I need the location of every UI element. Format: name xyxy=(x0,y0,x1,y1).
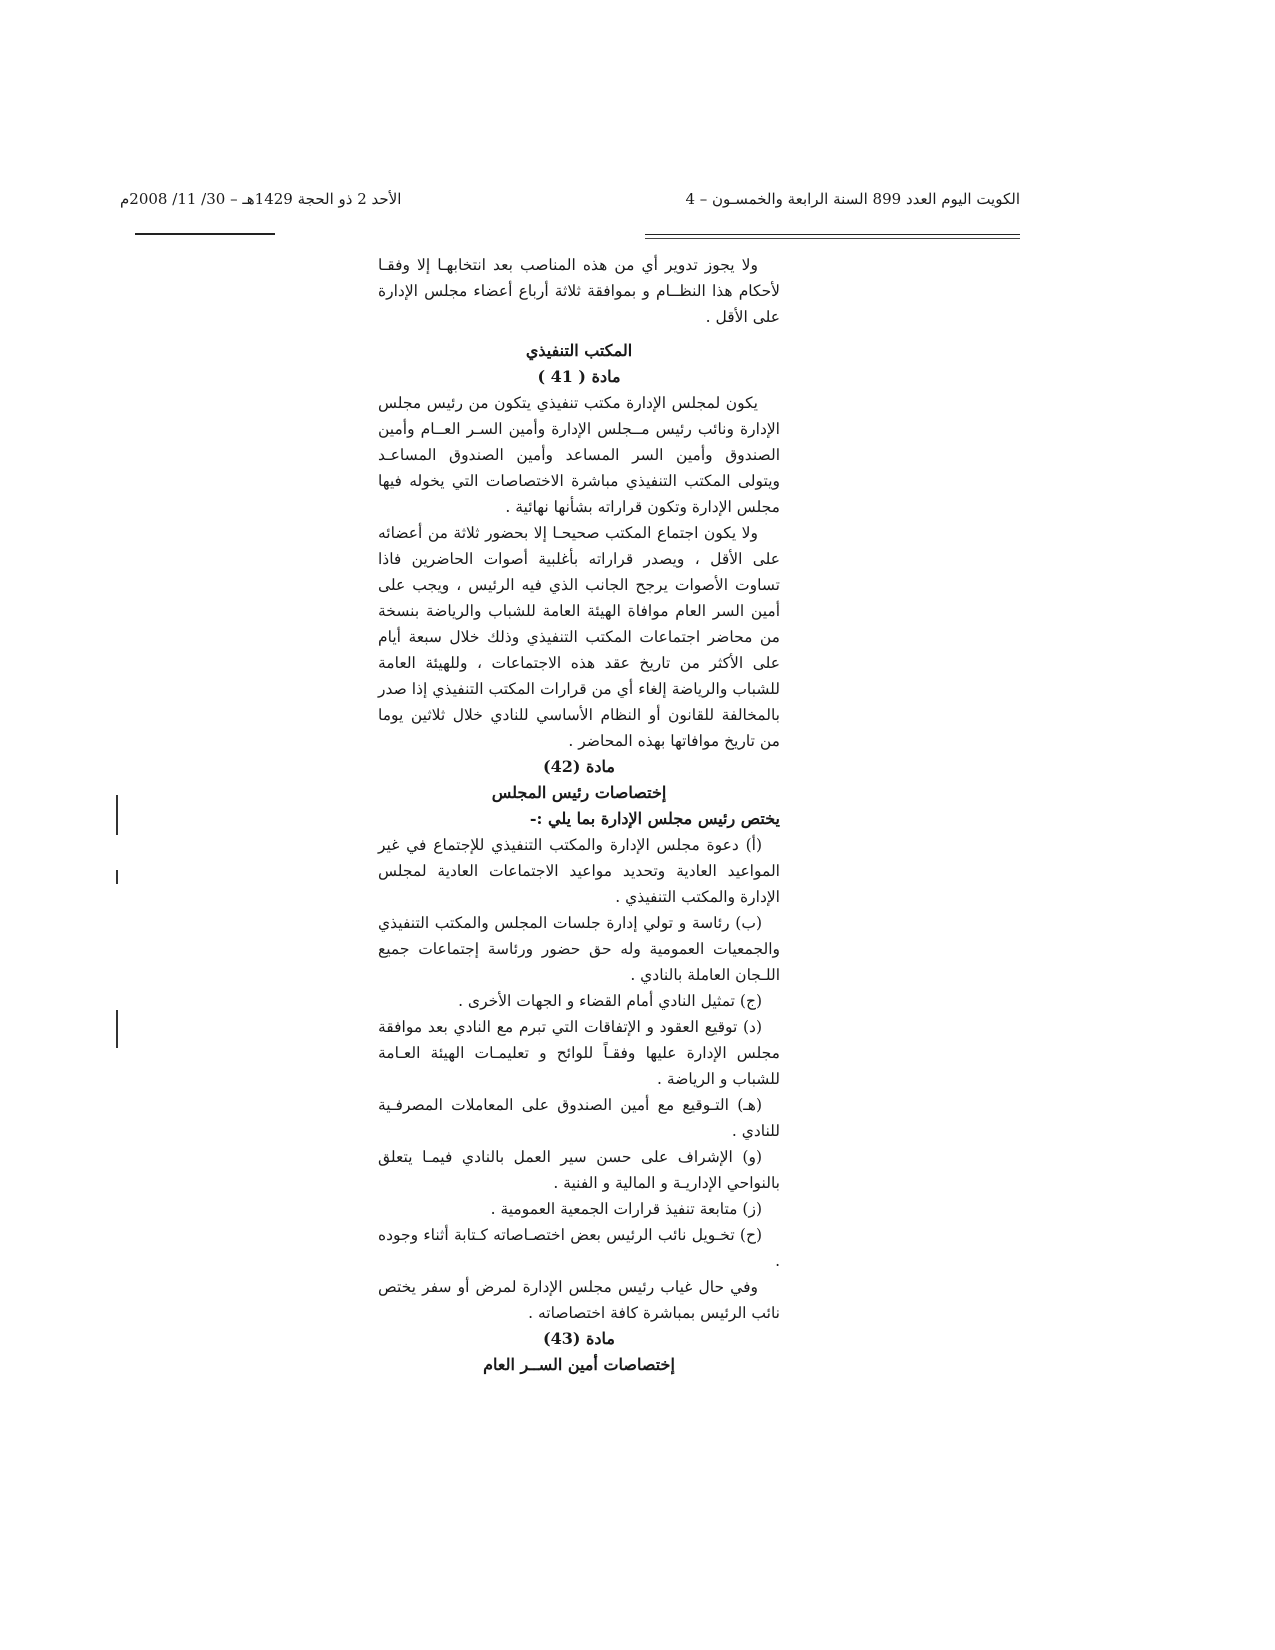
intro-paragraph: ولا يجوز تدوير أي من هذه المناصب بعد انتخابهـا إلا وفقـا لأحكام هذا النظــام و بموافقة ثلاثة أرباع أعضاء مجلس الإدارة على الأقل . xyxy=(378,256,780,326)
header-publication-info: الكويت اليوم العدد 899 السنة الرابعة والخمسـون – 4 xyxy=(685,190,1020,208)
article-43-title: إختصاصات أمين الســر العام xyxy=(483,1355,675,1374)
list-item: (ج) تمثيل النادي أمام القضاء و الجهات الأخرى . xyxy=(458,992,762,1010)
header-rule xyxy=(645,234,1020,235)
binding-mark xyxy=(116,1010,118,1048)
list-item: (د) توقيع العقود و الإتفاقات التي تبرم مع النادي بعد موافقة مجلس الإدارة عليها وفقـاً للوائح و تعليمـات الهيئة العـامة للشباب و الرياضة . xyxy=(378,1018,780,1088)
list-item: (ز) متابعة تنفيذ قرارات الجمعية العمومية . xyxy=(490,1200,762,1218)
list-item: (أ) دعوة مجلس الإدارة والمكتب التنفيذي للإجتماع في غير المواعيد العادية وتحديد مواعيد الاجتماعات العادية لمجلس الإدارة والمكتب التنفيذي . xyxy=(378,836,780,906)
article-41-paragraph-1: يكون لمجلس الإدارة مكتب تنفيذي يتكون من رئيس مجلس الإدارة ونائب رئيس مــجلس الإدارة وأمين السـر العــام وأمين الصندوق وأمين السر المساعد وأمين الصندوق المساعـد ويتولى المكتب التنفيذي مباشرة الاختصاصات التي يخوله فيها مجلس الإدارة وتكون قراراته بشأنها نهائية . xyxy=(378,394,780,516)
article-42-title: إختصاصات رئيس المجلس xyxy=(491,783,667,802)
list-item: (ح) تخـويل نائب الرئيس بعض اختصـاصاته كـتابة أثناء وجوده . xyxy=(378,1226,780,1270)
page-header xyxy=(120,190,1020,218)
article-41-heading: مادة ( 41 ) xyxy=(537,367,621,386)
article-column xyxy=(378,252,780,1378)
article-42-heading: مادة (42) xyxy=(543,757,615,776)
article-43-heading: مادة (43) xyxy=(543,1329,615,1348)
list-item: (و) الإشراف على حسن سير العمل بالنادي فيمـا يتعلق بالنواحي الإداريـة و المالية و الفنية . xyxy=(378,1148,780,1192)
section-title: المكتب التنفيذي xyxy=(525,341,633,360)
binding-mark xyxy=(116,795,118,835)
header-date: الأحد 2 ذو الحجة 1429هـ – 30/ 11/ 2008م xyxy=(120,190,402,208)
article-41-paragraph-2: ولا يكون اجتماع المكتب صحيحـا إلا بحضور ثلاثة من أعضائه على الأقل ، ويصدر قراراته بأغلبية أصوات الحاضرين فاذا تساوت الأصوات يرجح الجانب الذي فيه الرئيس ، ويجب على أمين السر العام موافاة الهيئة العامة للشباب والرياضة بنسخة من محاضر اجتماعات المكتب التنفيذي وذلك خلال سبعة أيام على الأكثر من تاريخ عقد هذه الاجتماعات ، وللهيئة العامة للشباب والرياضة إلغاء أي من قرارات المكتب التنفيذي إذا صدر بالمخالفة للقانون أو النظام الأساسي للنادي خلال ثلاثين يوما من تاريخ موافاتها بهذه المحاضر . xyxy=(378,524,780,750)
list-item: (ب) رئاسة و تولي إدارة جلسات المجلس والمكتب التنفيذي والجمعيات العمومية وله حق حضور ورئاسة إجتماعات جميع اللـجان العاملة بالنادي . xyxy=(378,914,780,984)
header-rule-left xyxy=(135,233,275,235)
list-item: (هـ) التـوقيع مع أمين الصندوق على المعاملات المصرفـية للنادي . xyxy=(378,1096,780,1140)
article-42-lead: يختص رئيس مجلس الإدارة بما يلي :- xyxy=(529,809,780,828)
absence-paragraph: وفي حال غياب رئيس مجلس الإدارة لمرض أو سفر يختص نائب الرئيس بمباشرة كافة اختصاصاته . xyxy=(378,1278,780,1322)
header-rule-secondary xyxy=(645,238,1020,239)
binding-mark xyxy=(116,870,118,884)
